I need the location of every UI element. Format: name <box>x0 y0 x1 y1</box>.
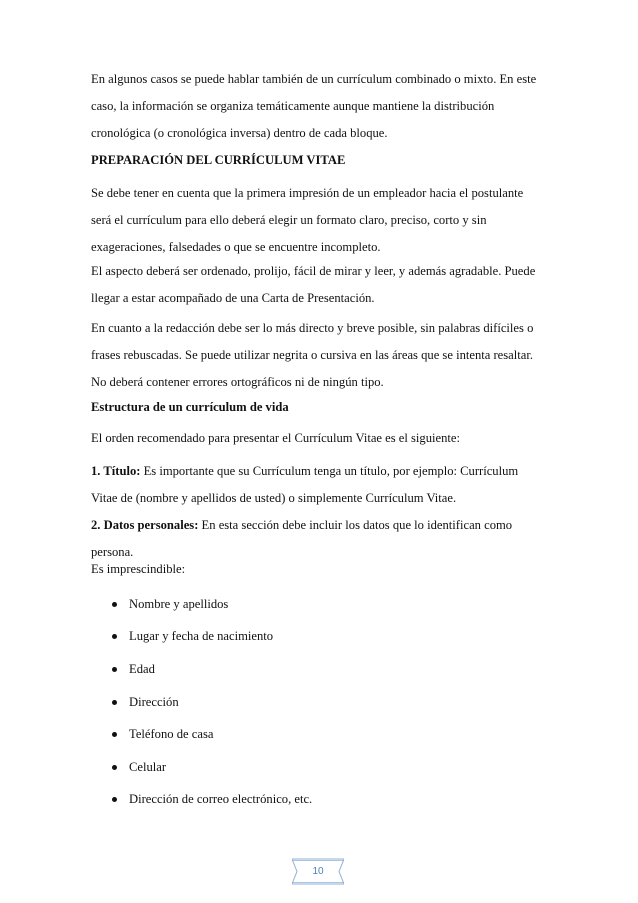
intro-line-2: caso, la información se organiza temáticamente aunque mantiene la distribución <box>91 99 495 113</box>
bullet-icon <box>112 667 117 672</box>
appearance-paragraph <box>91 258 561 312</box>
first-impression-line-3: exageraciones, falsedades o que se encuentre incompleto. <box>91 240 381 254</box>
first-impression-paragraph <box>91 180 561 261</box>
writing-line-3: No deberá contener errores ortográficos ni de ningún tipo. <box>91 375 384 389</box>
title-line-2: Vitae de (nombre y apellidos de usted) o simplemente Currículum Vitae. <box>91 491 457 505</box>
intro-line-1: En algunos casos se puede hablar también de un currículum combinado o mixto. En este <box>91 72 537 86</box>
intro-paragraph <box>91 66 561 147</box>
personal-text-1: En esta sección debe incluir los datos que lo identifican como <box>198 518 513 532</box>
list-item-text: Dirección de correo electrónico, etc. <box>129 792 313 806</box>
writing-line-2: frases rebuscadas. Se puede utilizar negrita o cursiva en las áreas que se intenta resaltar. <box>91 348 533 362</box>
list-item-text: Nombre y apellidos <box>129 597 229 611</box>
order-line: El orden recomendado para presentar el Currículum Vitae es el siguiente: <box>91 431 460 445</box>
heading-estructura-text: Estructura de un currículum de vida <box>91 400 289 414</box>
writing-paragraph <box>91 315 561 396</box>
page-number-badge <box>292 858 344 885</box>
bullet-icon <box>112 797 117 802</box>
first-impression-line-1: Se debe tener en cuenta que la primera impresión de un empleador hacia el postulante <box>91 186 524 200</box>
bullet-icon <box>112 765 117 770</box>
bullet-icon <box>112 634 117 639</box>
heading-preparacion <box>91 147 561 174</box>
bullet-icon <box>112 602 117 607</box>
title-line-1 <box>91 458 561 485</box>
list-item-text: Edad <box>129 662 155 676</box>
bullet-icon <box>112 732 117 737</box>
personal-line-1 <box>91 512 561 539</box>
intro-line-3: cronológica (o cronológica inversa) dentro de cada bloque. <box>91 126 388 140</box>
order-paragraph <box>91 425 561 452</box>
list-item-text: Dirección <box>129 695 179 709</box>
personal-label: 2. Datos personales: <box>91 518 199 532</box>
essential-line: Es imprescindible: <box>91 562 186 576</box>
first-impression-line-2: será el currículum para ello deberá elegir un formato claro, preciso, corto y sin <box>91 213 487 227</box>
heading-preparacion-text: PREPARACIÓN DEL CURRÍCULUM VITAE <box>91 153 346 167</box>
appearance-line-2: llegar a estar acompañado de una Carta de Presentación. <box>91 291 375 305</box>
writing-line-1: En cuanto a la redacción debe ser lo más directo y breve posible, sin palabras difíciles o <box>91 321 534 335</box>
list-item-text: Teléfono de casa <box>129 727 214 741</box>
bullet-icon <box>112 700 117 705</box>
title-personal-paragraph <box>91 458 561 566</box>
title-text-1: Es importante que su Currículum tenga un título, por ejemplo: Currículum <box>140 464 519 478</box>
essential-paragraph <box>91 556 561 583</box>
list-item-text: Celular <box>129 760 167 774</box>
heading-estructura <box>91 394 561 421</box>
page-number: 10 <box>312 866 324 877</box>
personal-line-2: persona. <box>91 545 134 559</box>
appearance-line-1: El aspecto deberá ser ordenado, prolijo, fácil de mirar y leer, y además agradable. Puede <box>91 264 536 278</box>
list-item-text: Lugar y fecha de nacimiento <box>129 629 274 643</box>
title-label: 1. Título: <box>91 464 141 478</box>
